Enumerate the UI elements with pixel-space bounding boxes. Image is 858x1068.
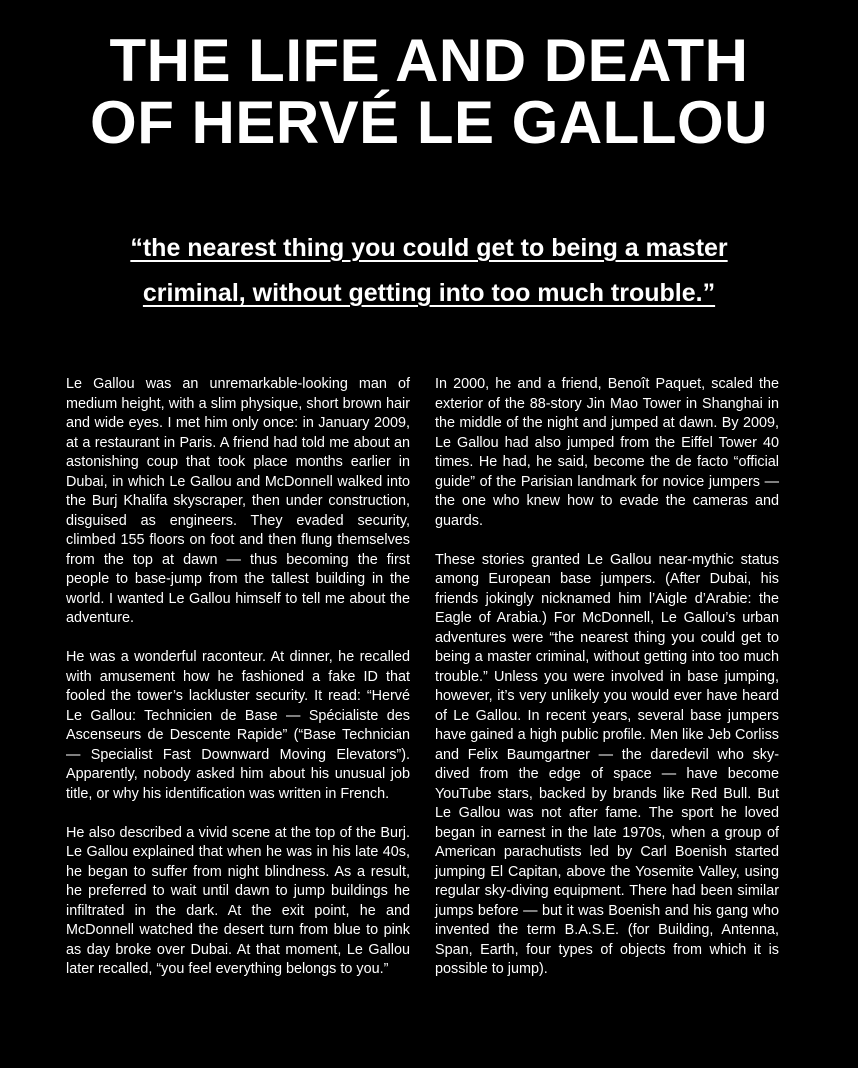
body-column-right <box>435 375 779 999</box>
paragraph: He also described a vivid scene at the top of the Burj. Le Gallou explained that when he was in his late 40s, he began to suffer from night blindness. As a result, he preferred to wait until dawn to jump buildings he infiltrated in the dark. At the exit point, he and McDonnell watched the desert turn from blue to pink as day broke over Dubai. At that moment, Le Gallou later recalled, “you feel everything belongs to you.” <box>66 824 410 977</box>
paragraph: Le Gallou was an unremarkable-looking man of medium height, with a slim physique, short brown hair and wide eyes. I met him only once: in January 2009, at a restaurant in Paris. A friend had told me about an astonishing coup that took place months earlier in Dubai, in which Le Gallou and McDonnell walked into the Burj Khalifa skyscraper, then under construction, disguised as engineers. They evaded security, climbed 155 floors on foot and then flung themselves from the top at dawn — thus becoming the first people to base-jump from the tallest building in the world. I wanted Le Gallou himself to tell me about the adventure. <box>66 376 410 626</box>
paragraph: He was a wonderful raconteur. At dinner, he recalled with amusement how he fashioned a fake ID that fooled the tower’s lackluster security. It read: “Hervé Le Gallou: Technicien de Base — Spécialiste des Ascenseurs de Descente Rapide” (“Base Technician — Specialist Fast Downward Moving Elevators”). Apparently, nobody asked him about his unusual job title, or why his identification was written in French. <box>66 649 410 802</box>
article-title <box>0 27 858 156</box>
body-column-left <box>66 375 410 999</box>
pull-quote <box>60 226 798 316</box>
paragraph: In 2000, he and a friend, Benoît Paquet, scaled the exterior of the 88-story Jin Mao Tower in Shanghai in the middle of the night and jumped at dawn. By 2009, Le Gallou had also jumped from the Eiffel Tower 40 times. He had, he said, become the de facto “official guide” of the Parisian landmark for novice jumpers — the one who knew how to evade the cameras and guards. <box>435 376 779 529</box>
pull-quote-line-1: “the nearest thing you could get to being a master <box>130 234 728 262</box>
paragraph: These stories granted Le Gallou near-mythic status among European base jumpers. (After Dubai, his friends jokingly nicknamed him l’Aigle d’Arabie: the Eagle of Arabia.) For McDonnell, Le Gallou’s urban adventures were “the nearest thing you could get to being a master criminal, without getting into too much trouble.” Unless you were involved in base jumping, however, it’s very unlikely you would ever have heard of Le Gallou. In recent years, several base jumpers have gained a high public profile. Men like Jeb Corliss and Felix Baumgartner — the daredevil who sky-dived from the edge of space — have become YouTube stars, backed by brands like Red Bull. But Le Gallou was not after fame. The sport he loved began in earnest in the late 1970s, when a group of American parachutists led by Carl Boenish started jumping El Capitan, above the Yosemite Valley, using regular sky-diving equipment. There had been similar jumps before — but it was Boenish and his gang who invented the term B.A.S.E. (for Building, Antenna, Span, Earth, four types of objects from which it is possible to jump). <box>435 551 779 977</box>
article-title-line-1: THE LIFE AND DEATH <box>109 27 749 94</box>
pull-quote-line-2: criminal, without getting into too much trouble.” <box>142 279 716 307</box>
article-title-line-2: OF HERVÉ LE GALLOU <box>90 89 768 156</box>
